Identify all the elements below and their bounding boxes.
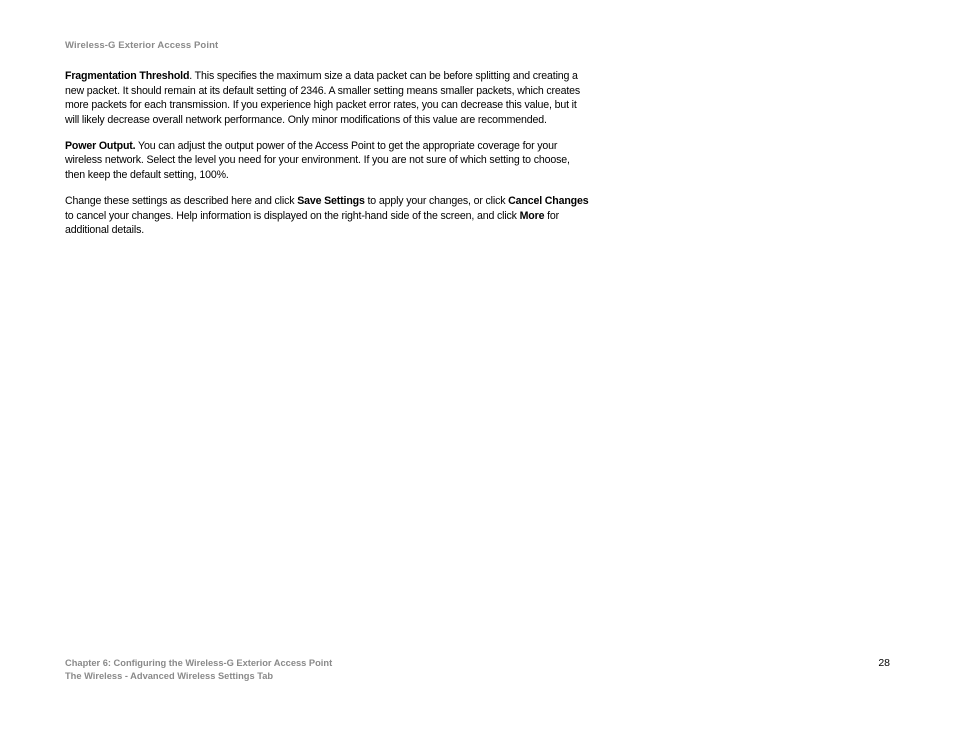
page-header: Wireless-G Exterior Access Point — [65, 40, 219, 51]
change-settings-text-3: to cancel your changes. Help information is displayed on the right-hand side of the screen, and click — [65, 209, 520, 222]
document-body — [65, 69, 590, 249]
page-footer — [65, 657, 332, 682]
footer-section: The Wireless - Advanced Wireless Settings Tab — [65, 670, 274, 681]
more-term: More — [519, 209, 545, 222]
power-output-text: You can adjust the output power of the Access Point to get the appropriate coverage for your wireless network. Select the level you need for your environment. If you are not sure of which setting to choose, then keep the default setting, 100%. — [65, 139, 570, 182]
footer-chapter: Chapter 6: Configuring the Wireless-G Exterior Access Point — [65, 658, 333, 668]
fragmentation-threshold-text: . This specifies the maximum size a data packet can be before splitting and creating a new packet. It should remain at its default setting of 2346. A smaller setting means smaller packets, which creates more packets for each transmission. If you experience high packet error rates, you can decrease this value, but it will likely decrease overall network performance. Only minor modifications of this value are recommended. — [65, 70, 581, 126]
fragmentation-threshold-paragraph — [65, 69, 590, 127]
change-settings-paragraph — [65, 194, 590, 238]
power-output-paragraph — [65, 139, 590, 183]
power-output-term: Power Output. — [65, 139, 136, 152]
change-settings-text-4: for additional details. — [65, 209, 560, 237]
page-number: 28 — [878, 657, 890, 669]
change-settings-text-1: Change these settings as described here and click — [65, 195, 298, 208]
change-settings-text-2: to apply your changes, or click — [364, 195, 509, 208]
cancel-changes-term: Cancel Changes — [508, 195, 589, 208]
fragmentation-threshold-term: Fragmentation Threshold — [65, 70, 190, 82]
save-settings-term: Save Settings — [297, 195, 365, 208]
